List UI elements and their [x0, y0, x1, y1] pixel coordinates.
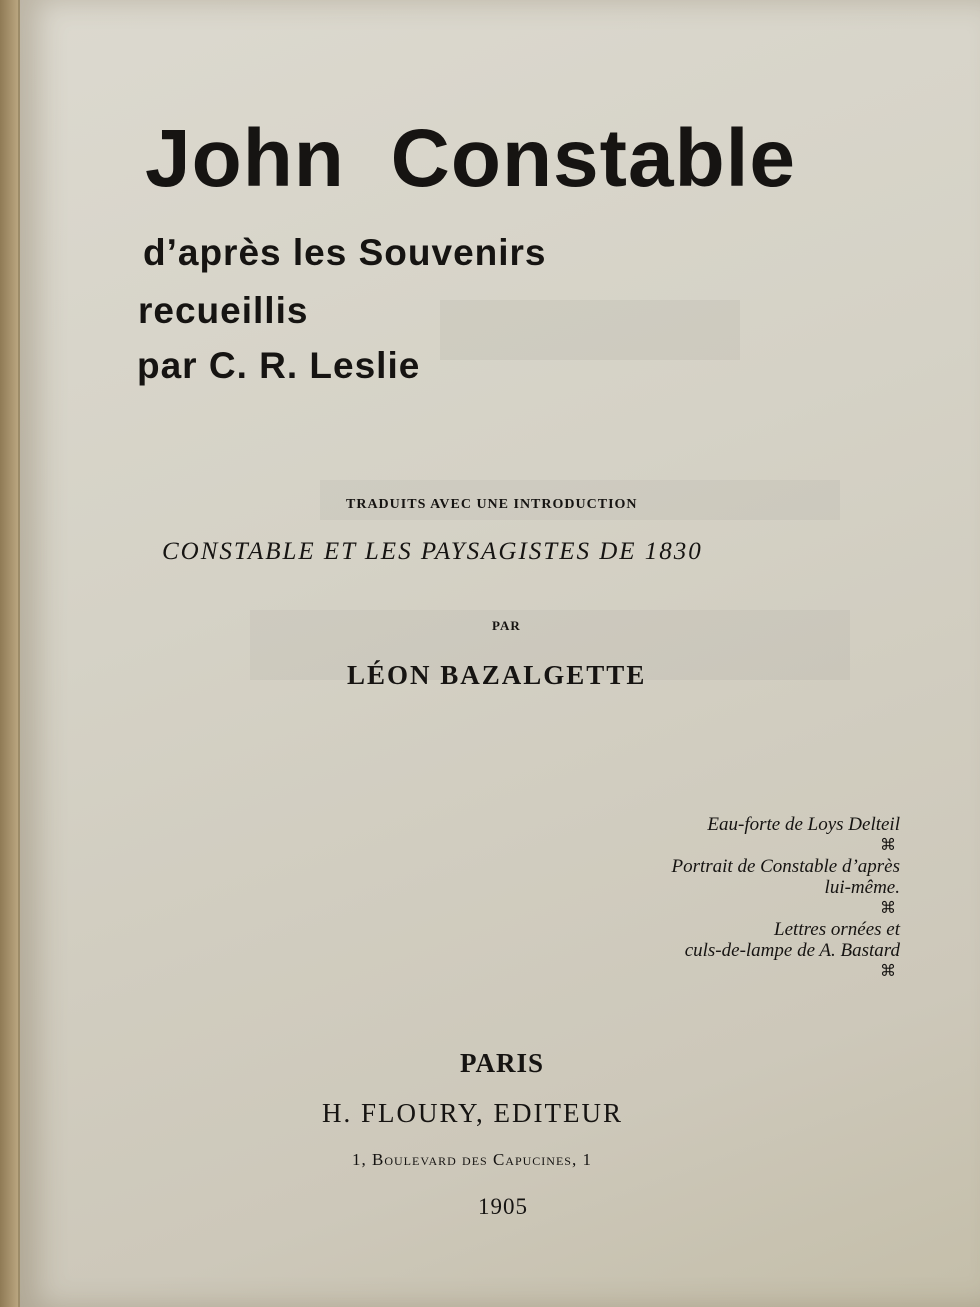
credits-line-2: ⌘ Portrait de Constable d’après: [560, 835, 900, 877]
translation-note: TRADUITS AVEC UNE INTRODUCTION: [346, 497, 638, 512]
ornament-square-icon: ⌘: [880, 963, 896, 980]
ornament-square-icon: ⌘: [880, 900, 896, 917]
introduction-title: CONSTABLE ET LES PAYSAGISTES DE 1830: [162, 538, 703, 565]
by-label: PAR: [492, 618, 521, 633]
publication-year: 1905: [478, 1194, 528, 1219]
publication-city: PARIS: [460, 1048, 545, 1078]
credits-line-4: culs-de-lampe de A. Bastard ⌘: [560, 940, 900, 982]
ornament-square-icon: ⌘: [880, 837, 896, 854]
bleed-through-mark: [440, 300, 740, 360]
translator-name: LÉON BAZALGETTE: [347, 660, 647, 690]
publisher-address: 1, Boulevard des Capucines, 1: [352, 1150, 592, 1169]
book-title: John Constable: [145, 113, 797, 204]
illustration-credits: [560, 814, 900, 982]
credits-line-1: Eau-forte de Loys Delteil: [707, 814, 900, 835]
subtitle-line-3: par C. R. Leslie: [137, 345, 421, 386]
subtitle-line-1: d’après les Souvenirs: [143, 232, 547, 273]
subtitle-line-2: recueillis: [138, 290, 309, 331]
credits-line-3: lui-même. ⌘ Lettres ornées et: [560, 877, 900, 940]
publisher-name: H. FLOURY, EDITEUR: [322, 1098, 624, 1128]
